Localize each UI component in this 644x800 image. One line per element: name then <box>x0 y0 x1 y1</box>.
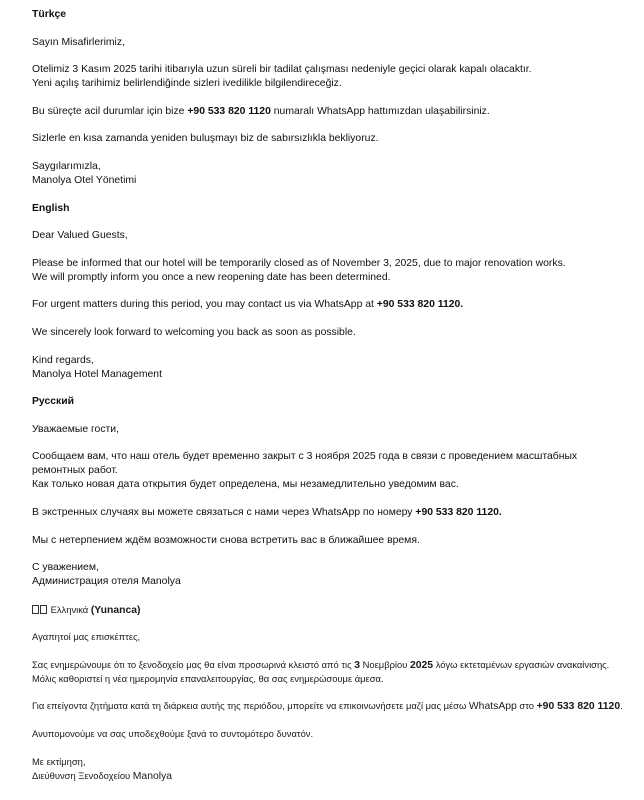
signature: Администрация отеля Manolya <box>32 576 181 588</box>
closing: С уважением, <box>32 562 99 574</box>
paragraph-line: Yeni açılış tarihimiz belirlendiğinde sizleri ivedilikle bilgilendireceğiz. <box>32 78 342 90</box>
paragraph-line: We sincerely look forward to welcoming you back as soon as possible. <box>32 326 356 338</box>
date-day: 3 <box>354 659 361 671</box>
section-heading: English <box>32 202 70 214</box>
heading-turkish: (Yunanca) <box>90 604 141 616</box>
closing: Saygılarımızla, <box>32 160 101 172</box>
closing: Με εκτίμηση, <box>32 755 86 767</box>
text: Διεύθυνση Ξενοδοχείου <box>32 769 133 781</box>
heading-native: Ελληνικά <box>50 603 89 615</box>
section-heading: Русский <box>32 396 74 408</box>
paragraph-line: Мы с нетерпением ждём возможности снова встретить вас в ближайшее время. <box>32 534 420 546</box>
paragraph-line: We will promptly inform you once a new reopening date has been determined. <box>32 271 391 283</box>
greeting: Αγαπητοί μας επισκέπτες, <box>32 631 141 643</box>
signature: Manolya Hotel Management <box>32 368 162 380</box>
greeting: Dear Valued Guests, <box>32 230 128 242</box>
text: numaralı WhatsApp hattımızdan ulaşabilirsiniz. <box>270 105 490 117</box>
text: Bu süreçte acil durumlar için bize <box>32 105 188 117</box>
text: λόγω εκτεταμένων εργασιών ανακαίνισης. <box>433 658 610 670</box>
signature: Manolya Otel Yönetimi <box>32 174 137 186</box>
text: . <box>620 700 623 712</box>
section-russian <box>32 395 632 589</box>
contact-paragraph <box>32 298 632 312</box>
text: Σας ενημερώνουμε ότι το ξενοδοχείο μας θα είναι προσωρινά κλειστό από τις <box>32 658 355 670</box>
closing: Kind regards, <box>32 354 94 366</box>
greeting: Sayın Misafirlerimiz, <box>32 36 125 48</box>
text: Για επείγοντα ζητήματα κατά τη διάρκεια αυτής της περιόδου, μπορείτε να επικοινωνήσετε μαζί μας μέσω <box>32 700 469 712</box>
contact-paragraph <box>32 699 632 713</box>
paragraph-line <box>32 658 632 672</box>
flag-icon <box>40 605 47 614</box>
paragraph-line: Μόλις καθοριστεί η νέα ημερομηνία επαναλειτουργίας, θα σας ενημερώσουμε άμεσα. <box>32 672 384 684</box>
whatsapp-phone-number: +90 533 820 1120. <box>415 506 502 518</box>
paragraph-line: Sizlerle en kısa zamanda yeniden buluşmayı biz de sabırsızlıkla bekliyoruz. <box>32 133 379 145</box>
paragraph-line: Please be informed that our hotel will be temporarily closed as of November 3, 2025, due to major renovation works. <box>32 257 566 269</box>
signature <box>32 769 632 783</box>
paragraph-line: Как только новая дата открытия будет определена, мы незамедлительно уведомим вас. <box>32 479 459 491</box>
section-heading: Türkçe <box>32 9 67 20</box>
whatsapp-phone-number: +90 533 820 1120 <box>187 105 271 117</box>
paragraph-line: Сообщаем вам, что наш отель будет временно закрыт с 3 ноября 2025 года в связи с проведением масштабных <box>32 451 578 463</box>
signature-name: Manolya <box>132 770 173 782</box>
whatsapp-label: WhatsApp <box>468 701 517 713</box>
whatsapp-phone-number: +90 533 820 1120 <box>536 701 621 713</box>
flag-icon <box>32 605 39 614</box>
text: στο <box>516 700 537 712</box>
greeting: Уважаемые гости, <box>32 423 119 435</box>
text: В экстренных случаях вы можете связаться с нами через WhatsApp по номеру <box>32 506 416 518</box>
whatsapp-phone-number: +90 533 820 1120. <box>376 299 464 311</box>
text: Νοεμβρίου <box>360 658 410 670</box>
paragraph-line: ремонтных работ. <box>32 465 118 477</box>
section-turkish <box>32 8 632 188</box>
section-english <box>32 202 632 382</box>
section-greek <box>32 603 632 783</box>
paragraph-line: Otelimiz 3 Kasım 2025 tarihi itibarıyla uzun süreli bir tadilat çalışması nedeniyle geçici olarak kapalı olacaktır. <box>32 64 532 76</box>
date-year: 2025 <box>409 659 434 671</box>
text: For urgent matters during this period, you may contact us via WhatsApp at <box>32 299 377 311</box>
contact-paragraph <box>32 506 632 520</box>
announcement-document <box>32 8 632 783</box>
section-heading <box>32 603 632 617</box>
contact-paragraph <box>32 105 632 119</box>
paragraph-line: Ανυπομονούμε να σας υποδεχθούμε ξανά το συντομότερο δυνατόν. <box>32 728 314 740</box>
